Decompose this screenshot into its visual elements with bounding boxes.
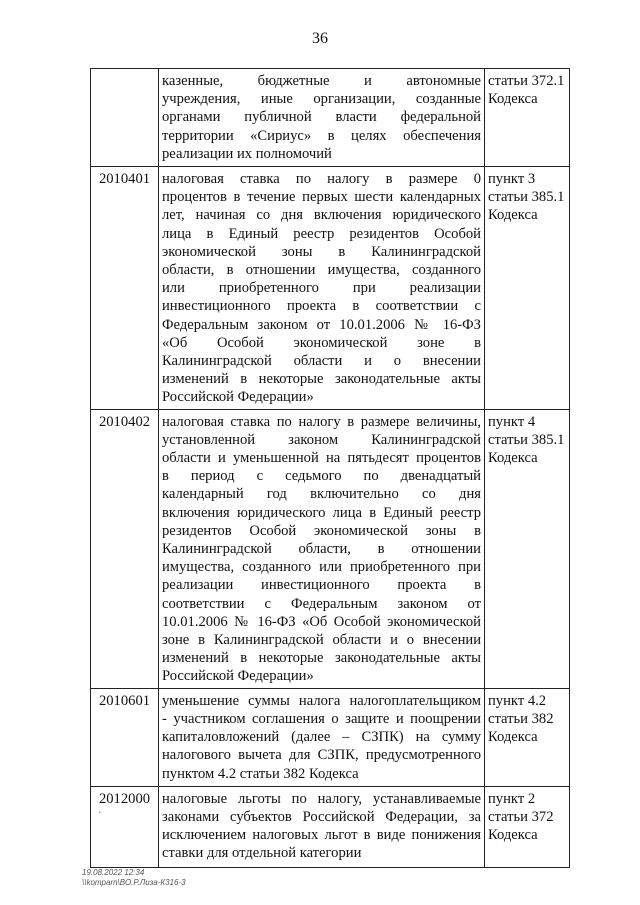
table-row (91, 688, 570, 786)
description-line: зоне в Калининградской области и о внесении (162, 632, 481, 649)
description-line: резидентов Особой экономической зоны в (162, 522, 481, 539)
description-line: органами публичной власти федеральной (162, 109, 481, 126)
row-legal-reference (485, 69, 570, 167)
reference-line: пункт 2 (488, 790, 536, 807)
description-line: реализации их полномочий (162, 145, 332, 162)
row-code (91, 69, 159, 167)
benefit-codes-table (90, 68, 570, 868)
description-line: ставки для отдельной категории (162, 845, 362, 862)
description-line: экономической зоны в Калининградской (162, 243, 481, 260)
page-number: 36 (312, 30, 328, 47)
description-line: Российской Федерации» (162, 389, 314, 406)
description-line: инвестиционного проекта в соответствии с (162, 298, 481, 315)
description-line: процентов в течение первых шести календарных (162, 189, 481, 206)
description-line: пунктом 4.2 статьи 382 Кодекса (162, 765, 359, 782)
reference-line: Кодекса (488, 450, 538, 467)
description-line: территории «Сириус» в целях обеспечения (162, 127, 481, 144)
row-code: 2010402 (91, 409, 159, 688)
row-code: 2010401 (91, 167, 159, 410)
row-description (159, 69, 485, 167)
reference-line: Кодекса (488, 729, 538, 746)
description-line: 10.01.2006 № 16-ФЗ «Об Особой экономической (162, 613, 481, 630)
row-description (159, 167, 485, 410)
row-legal-reference (485, 688, 570, 786)
reference-line: статьи 382 (488, 710, 554, 727)
description-line: капиталовложений (далее – СЗПК) на сумму (162, 729, 481, 746)
reference-line: статьи 372.1 (488, 73, 565, 89)
footer-date: 19.08.2022 12:34 (82, 868, 145, 877)
description-line: налоговые льготы по налогу, устанавливаемые (162, 790, 481, 807)
table-row (91, 167, 570, 410)
reference-line: Кодекса (488, 91, 538, 108)
description-line: области, в отношении имущества, созданного (162, 262, 481, 279)
description-line: «Об Особой экономической зоне в (162, 334, 481, 351)
description-line: учреждения, иные организации, созданные (162, 91, 481, 108)
reference-line: Кодекса (488, 827, 538, 844)
reference-line: статьи 385.1 (488, 431, 565, 448)
description-line: в период с седьмого по двенадцатый (162, 468, 481, 485)
table-row (91, 786, 570, 867)
description-line: изменений в некоторые законодательные акты (162, 371, 481, 388)
row-legal-reference (485, 167, 570, 410)
description-line: казенные, бюджетные и автономные (162, 73, 481, 89)
description-line: уменьшение суммы налога налогоплательщиком (162, 692, 481, 709)
description-line: законами субъектов Российской Федерации, за (162, 808, 481, 825)
description-line: календарный год включительно со дня (162, 486, 481, 503)
description-line: налоговая ставка по налогу в размере величины, (162, 413, 481, 430)
reference-line: Кодекса (488, 207, 538, 224)
description-line: лица в Единый реестр резидентов Особой (162, 225, 481, 242)
row-code: 2010601 (91, 688, 159, 786)
margin-mark: · (98, 808, 102, 819)
table-row (91, 69, 570, 167)
description-line: - участником соглашения о защите и поощрении (162, 710, 481, 727)
reference-line: статьи 385.1 (488, 189, 565, 206)
reference-line: пункт 4 (488, 413, 536, 430)
description-line: соответствии с Федеральным законом от (162, 595, 481, 612)
row-description (159, 688, 485, 786)
row-description (159, 409, 485, 688)
description-line: налоговая ставка по налогу в размере 0 (162, 171, 481, 187)
footer-path: \\komparn\ВО.Р.Лиза-К316-3 (82, 878, 186, 887)
description-line: реализации инвестиционного проекта в (162, 577, 481, 594)
description-line: области и уменьшенной на пятьдесят процентов (162, 450, 481, 467)
reference-line: статьи 372 (488, 808, 554, 825)
table-row (91, 409, 570, 688)
description-line: исключением налоговых льгот в виде понижения (162, 827, 481, 844)
description-line: Федеральным законом от 10.01.2006 № 16-ФЗ (162, 316, 481, 333)
row-description (159, 786, 485, 867)
row-code: 2012000 (91, 786, 159, 867)
description-line: Калининградской области, в отношении (162, 541, 481, 558)
description-line: налогового вычета для СЗПК, предусмотренного (162, 747, 481, 764)
row-legal-reference (485, 786, 570, 867)
table-body (91, 69, 570, 868)
row-legal-reference (485, 409, 570, 688)
description-line: или приобретенного при реализации (162, 280, 481, 297)
reference-line: пункт 4.2 (488, 692, 547, 709)
description-line: изменений в некоторые законодательные акты (162, 650, 481, 667)
description-line: лет, начиная со дня включения юридического (162, 207, 481, 224)
document-footer (82, 868, 186, 888)
description-line: Российской Федерации» (162, 668, 314, 685)
description-line: включения юридического лица в Единый реестр (162, 504, 481, 521)
description-line: Калининградской области и о внесении (162, 353, 481, 370)
reference-line: пункт 3 (488, 171, 536, 187)
description-line: имущества, созданного или приобретенного при (162, 559, 481, 576)
description-line: установленной законом Калининградской (162, 431, 481, 448)
